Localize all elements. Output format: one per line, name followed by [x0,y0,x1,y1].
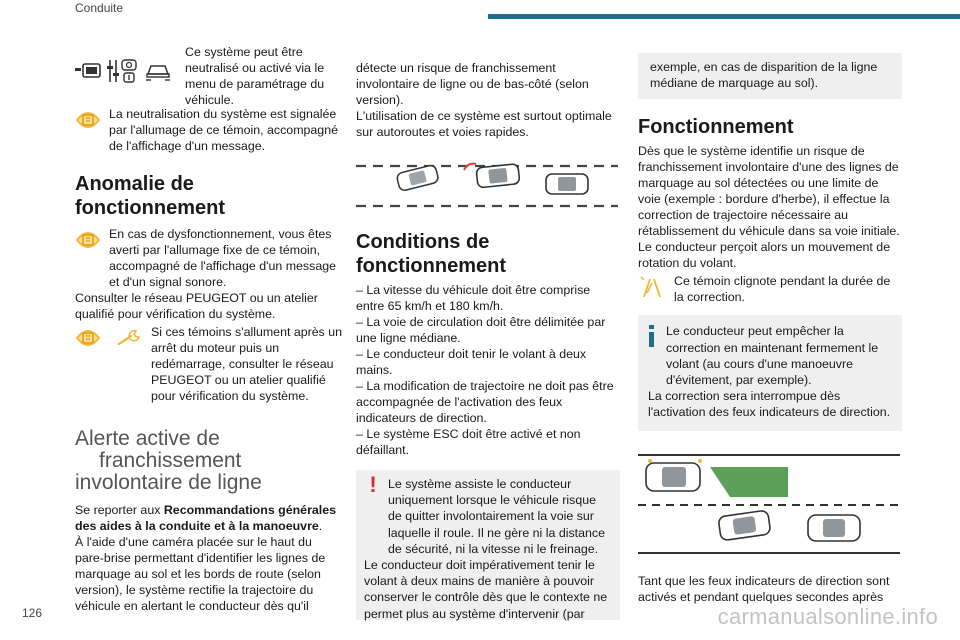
alert-heading-line1: Alerte active de [75,427,220,450]
warning-text-2: Le conducteur doit impérativement tenir le volant à deux mains de manière à pouvoir conserver le contrôle dès que le contexte ne permet plus au système d'intervenir (par [364,558,608,621]
car-ghost [546,174,588,194]
car-solid [476,164,520,188]
usage-text: L'utilisation de ce système est surtout optimale sur autoroutes et voies rapides. [356,109,612,139]
warning-text-1: Le système assiste le conducteur uniquement lorsque le véhicule risque de quitter involontairement la voie sur laquelle il roule. Il ne gère ni la distance de sécurité, ni la vitesse ni le freinage. [388,477,605,556]
conditions-heading [356,230,620,278]
lane-assist-warning-icon [75,326,101,350]
warning-notice [356,470,620,620]
lane-assist-warning-icon [75,108,101,132]
car-upper [646,463,700,491]
blink-row [638,273,902,305]
column-3 [638,53,902,605]
neutralisation-text: La neutralisation du système est signalée par l'allumage de ce témoin, accompagné de l'affichage d'un message. [109,107,338,153]
anomaly-heading-line1: Anomalie de [75,173,194,195]
ref-prefix: Se reporter aux [75,503,164,517]
continued-text: détecte un risque de franchissement involontaire de ligne ou de bas-côté (selon version). [356,61,589,107]
alert-heading-line2: franchissement [99,449,242,472]
condition-item: – La voie de circulation doit être délimitée par une ligne médiane. [356,315,606,345]
header-accent-bar [488,14,960,19]
info-notice [638,315,902,430]
menu-icon-group [75,58,171,84]
warning-exclamation-icon: ! [369,472,377,497]
column-1 [75,44,343,614]
info-text-2: La correction sera interrompue dès l'activation des feux indicateurs de direction. [648,389,891,420]
page-number: 126 [22,606,43,620]
watermark: carmanualsonline.info [717,604,938,629]
anomaly-restart-row [75,324,343,404]
blink-text: Ce témoin clignote pendant la durée de la correction. [674,274,891,305]
info-text-1: Le conducteur peut empêcher la correction en maintenant fermement le volant (au cours d'une manoeuvre d'évitement, par exemple). [666,324,879,388]
info-icon [648,325,658,351]
bottom-text: Tant que les feux indicateurs de direction sont activés et pendant quelques secondes après [638,573,890,604]
anomaly-row [75,226,343,290]
conditions-heading-line2: fonctionnement [356,255,506,277]
lane-correction-illustration [638,453,900,555]
car-outline [396,164,439,191]
car-lower [718,510,771,541]
ref-bold-link[interactable]: Recommandations générales des aides à la conduite et à la manoeuvre [75,503,337,533]
service-wrench-icon [117,329,143,347]
restart-icon-group [75,326,143,350]
anomaly-text-2: Consulter le réseau PEUGEOT ou un atelier qualifié pour vérification du système. [75,291,318,321]
lane-keep-car-icon [145,61,171,81]
alert-heading-line3: involontaire de ligne [75,471,262,494]
conditions-heading-line1: Conditions de [356,231,490,253]
condition-item: – Le système ESC doit être activé et non défaillant. [356,427,581,457]
touchscreen-icon [75,63,101,79]
warning-notice-continued [638,53,902,99]
camera-text: À l'aide d'une caméra placée sur le haut du pare-brise permettant d'identifier les lignes de marquage au sol et les bords de route (selon version), le système rectifie la trajectoire du véhicule en alertant le conducteur dès qu'il [75,535,326,613]
lane-departure-illustration [356,156,618,212]
alert-heading [75,428,343,494]
section-header: Conduite [75,1,124,15]
anomaly-heading [75,172,343,220]
warning-notice-head [364,472,612,557]
anomaly-text-1: En cas de dysfonctionnement, vous êtes averti par l'allumage fixe de ce témoin, accompagné de l'affichage d'un message et d'un signal sonore. [109,227,337,289]
menu-toggle-text: Ce système peut être neutralisé ou activé via le menu de paramétrage du véhicule. [185,45,325,107]
conditions-list [356,282,620,458]
anomaly-text-3: Si ces témoins s'allument après un arrêt du moteur puis un redémarrage, consulter le réseau PEUGEOT ou un atelier qualifié pour vérification du système. [151,325,343,403]
neutralisation-row [75,106,343,154]
info-notice-head [648,323,892,388]
operation-text: Dès que le système identifie un risque de franchissement involontaire d'une des lignes de marquage au sol détectées ou une limite de voie (exemple : bordure d'herbe), il effectue la correction de trajectoire nécessaire au rétablissement du véhicule dans sa voie initiale. Le conducteur perçoit alors un mouvement de rotation du volant. [638,144,900,271]
recommendations-ref [75,502,343,534]
condition-item: – La vitesse du véhicule doit être comprise entre 65 km/h et 180 km/h. [356,283,591,313]
lane-keep-blink-icon [638,275,666,299]
car-lower-moved [808,515,860,541]
continued-note: exemple, en cas de disparition de la ligne médiane de marquage au sol). [650,60,878,91]
ref-suffix: . [318,519,323,533]
anomaly-heading-line2: fonctionnement [75,197,225,219]
settings-menu-icon [107,58,139,84]
operation-heading: Fonctionnement [638,116,794,139]
condition-item: – Le conducteur doit tenir le volant à deux mains. [356,347,587,377]
condition-item: – La modification de trajectoire ne doit pas être accompagnée de l'activation des feux indicateurs de direction. [356,379,614,425]
column-2 [356,60,620,620]
lane-assist-warning-icon [75,228,101,252]
